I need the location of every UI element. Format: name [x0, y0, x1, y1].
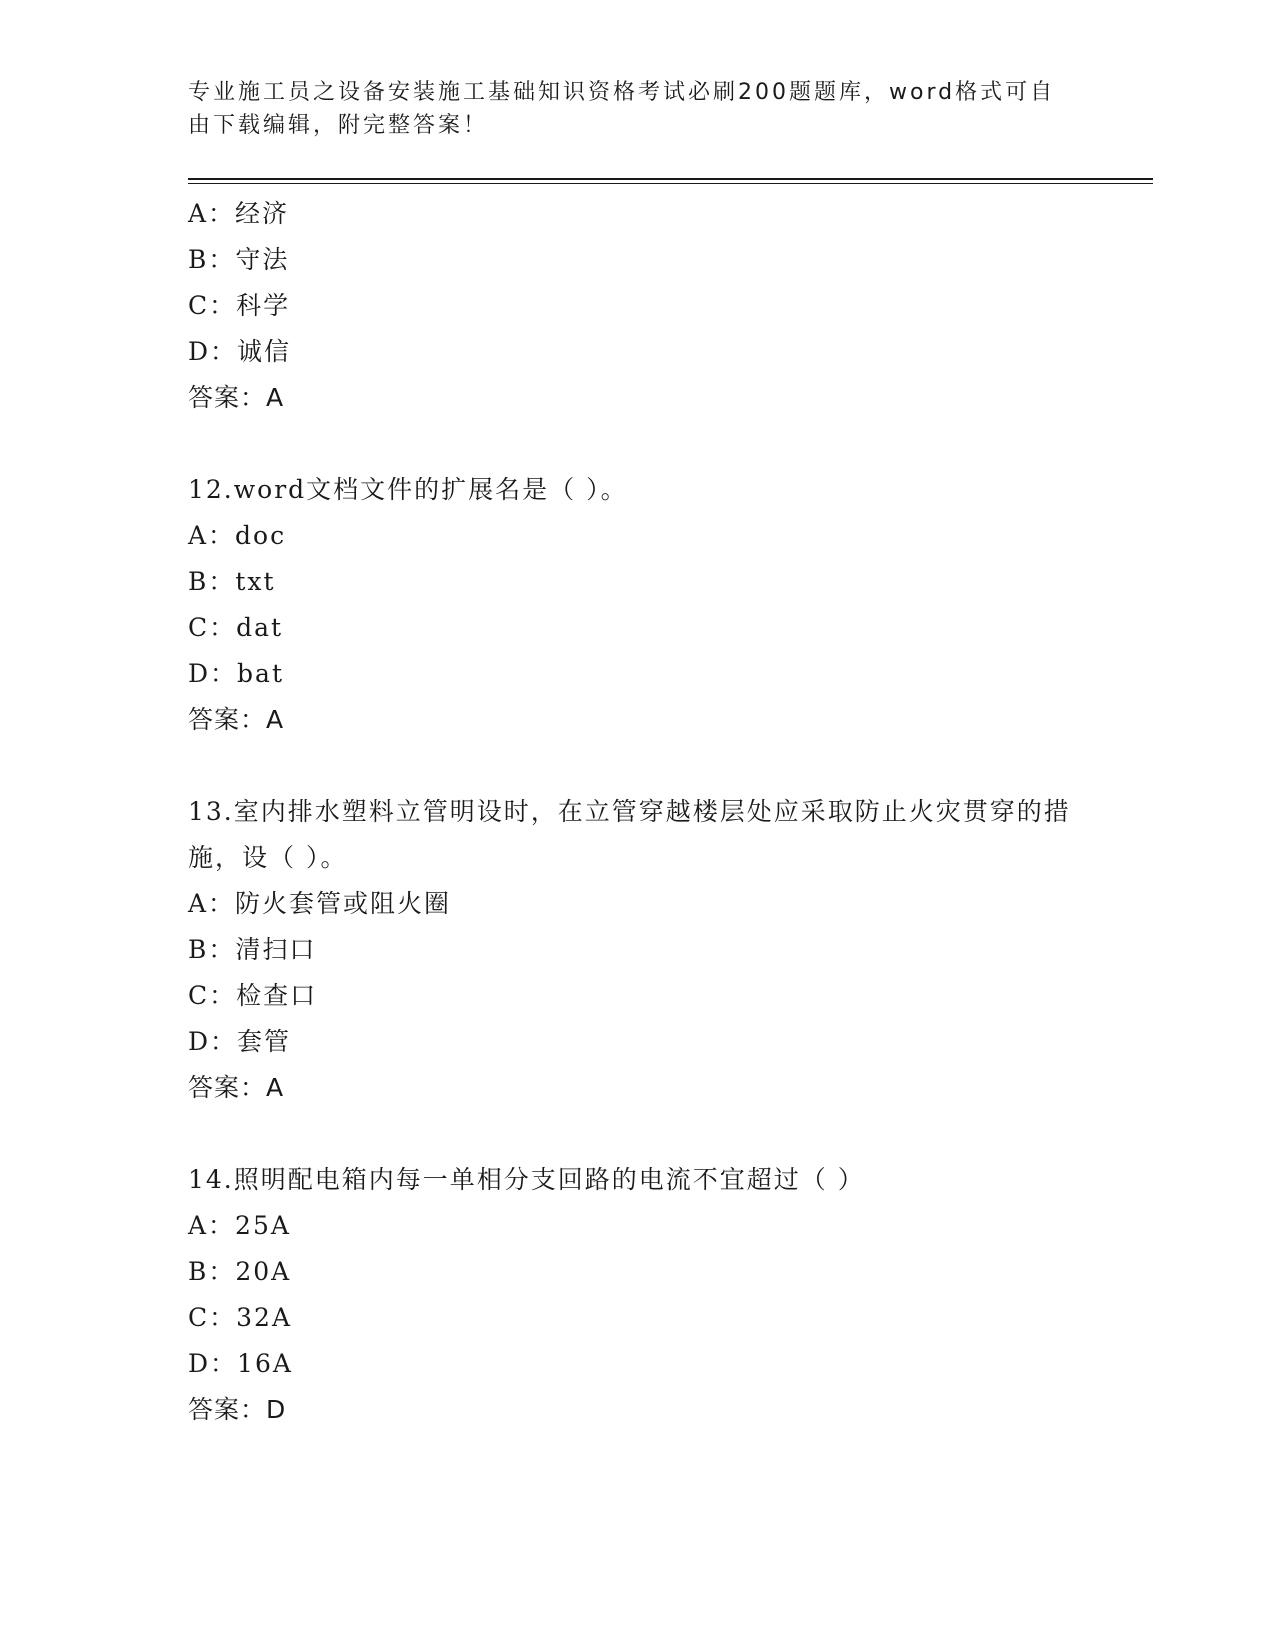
option-a: A：25A [188, 1211, 291, 1240]
question-block-13 [188, 789, 1153, 1111]
question-block-12 [188, 467, 1153, 743]
option-d: D：诚信 [188, 337, 292, 366]
header-rule-thin [188, 183, 1153, 184]
option-c: C：dat [188, 613, 284, 642]
option-b: B：txt [188, 567, 276, 596]
option-c: C：检查口 [188, 981, 318, 1010]
question-block-14 [188, 1157, 1153, 1433]
option-a: A：防火套管或阻火圈 [188, 889, 452, 918]
option-d: D：套管 [188, 1027, 292, 1056]
option-c: C：科学 [188, 291, 291, 320]
header-rule-thick [188, 178, 1153, 180]
question-block-carryover [188, 191, 1153, 421]
option-b: B：守法 [188, 245, 290, 274]
answer-line: 答案：A [188, 705, 285, 734]
question-stem: 14.照明配电箱内每一单相分支回路的电流不宜超过（ ） [188, 1165, 865, 1194]
option-b: B：清扫口 [188, 935, 317, 964]
question-stem: 13.室内排水塑料立管明设时，在立管穿越楼层处应采取防止火灾贯穿的措施，设（ ）。 [188, 797, 1071, 872]
answer-line: 答案：A [188, 383, 285, 412]
option-a: A：经济 [188, 199, 290, 228]
answer-line: 答案：D [188, 1395, 287, 1424]
option-b: B：20A [188, 1257, 292, 1286]
option-d: D：16A [188, 1349, 293, 1378]
option-c: C：32A [188, 1303, 292, 1332]
question-list [188, 191, 1153, 1433]
option-a: A：doc [188, 521, 287, 550]
document-header: 专业施工员之设备安装施工基础知识资格考试必刷200题题库，word格式可自由下载编辑，附完整答案！ [188, 80, 1056, 138]
answer-line: 答案：A [188, 1073, 285, 1102]
option-d: D：bat [188, 659, 284, 688]
question-stem: 12.word文档文件的扩展名是（ ）。 [188, 475, 628, 504]
